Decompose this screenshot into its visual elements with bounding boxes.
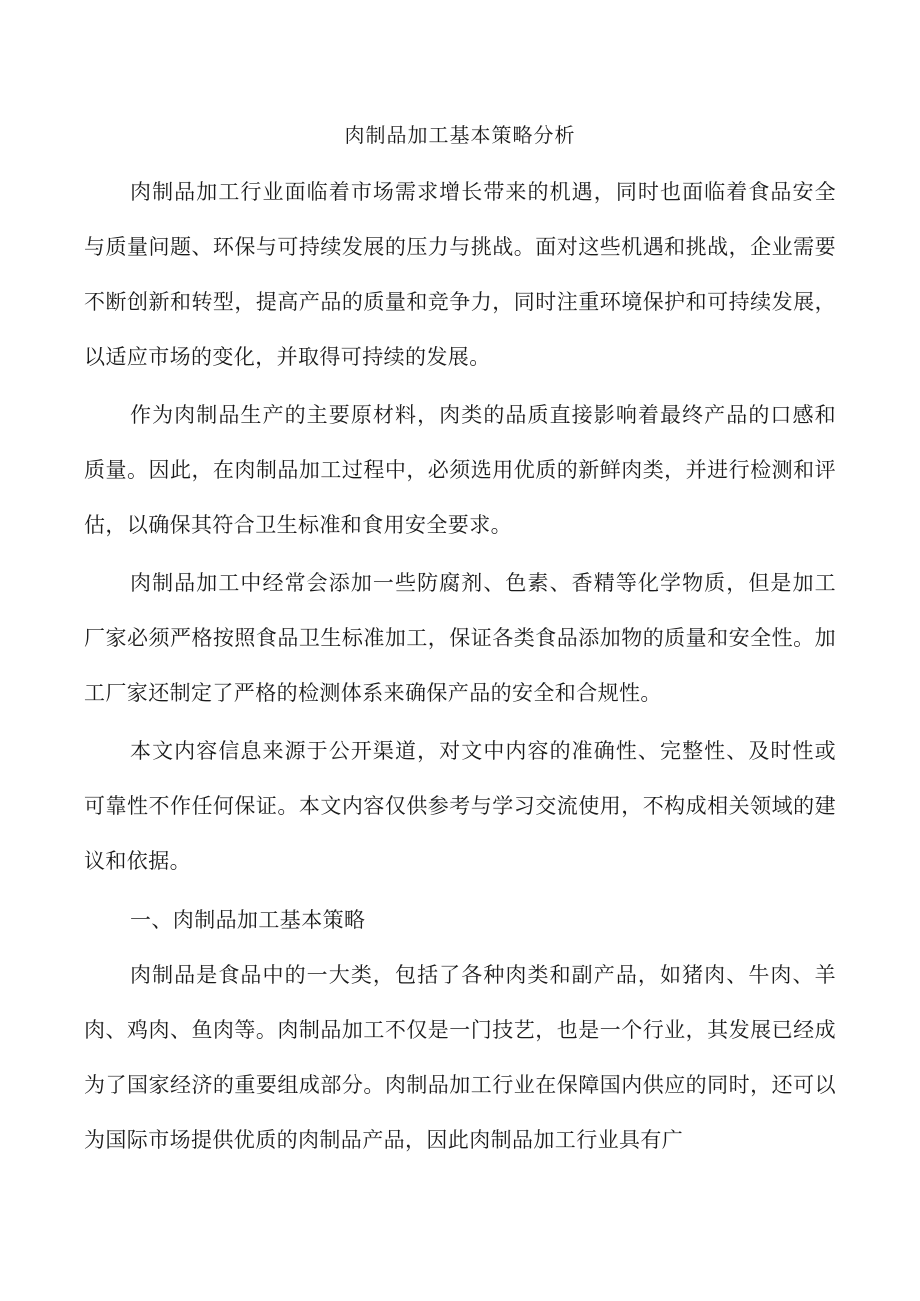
paragraph-additives: 肉制品加工中经常会添加一些防腐剂、色素、香精等化学物质，但是加工厂家必须严格按照食品卫生标准加工，保证各类食品添加物的质量和安全性。加工厂家还制定了严格的检测体系来确保产品的安全和合规性。 [84, 571, 836, 705]
paragraph-intro: 肉制品加工行业面临着市场需求增长带来的机遇，同时也面临着食品安全与质量问题、环保与可持续发展的压力与挑战。面对这些机遇和挑战，企业需要不断创新和转型，提高产品的质量和竞争力，同时注重环境保护和可持续发展，以适应市场的变化，并取得可持续的发展。 [84, 180, 836, 369]
paragraph-disclaimer: 本文内容信息来源于公开渠道，对文中内容的准确性、完整性、及时性或可靠性不作任何保证。本文内容仅供参考与学习交流使用，不构成相关领域的建议和依据。 [84, 739, 836, 873]
paragraph-raw-materials: 作为肉制品生产的主要原材料，肉类的品质直接影响着最终产品的口感和质量。因此，在肉制品加工过程中，必须选用优质的新鲜肉类，并进行检测和评估，以确保其符合卫生标准和食用安全要求。 [84, 403, 836, 537]
paragraph-section-body: 肉制品是食品中的一大类，包括了各种肉类和副产品，如猪肉、牛肉、羊肉、鸡肉、鱼肉等。肉制品加工不仅是一门技艺，也是一个行业，其发展已经成为了国家经济的重要组成部分。肉制品加工行业在保障国内供应的同时，还可以为国际市场提供优质的肉制品产品，因此肉制品加工行业具有广 [84, 963, 836, 1152]
section-heading: 一、肉制品加工基本策略 [130, 908, 366, 932]
document-title: 肉制品加工基本策略分析 [344, 123, 576, 147]
